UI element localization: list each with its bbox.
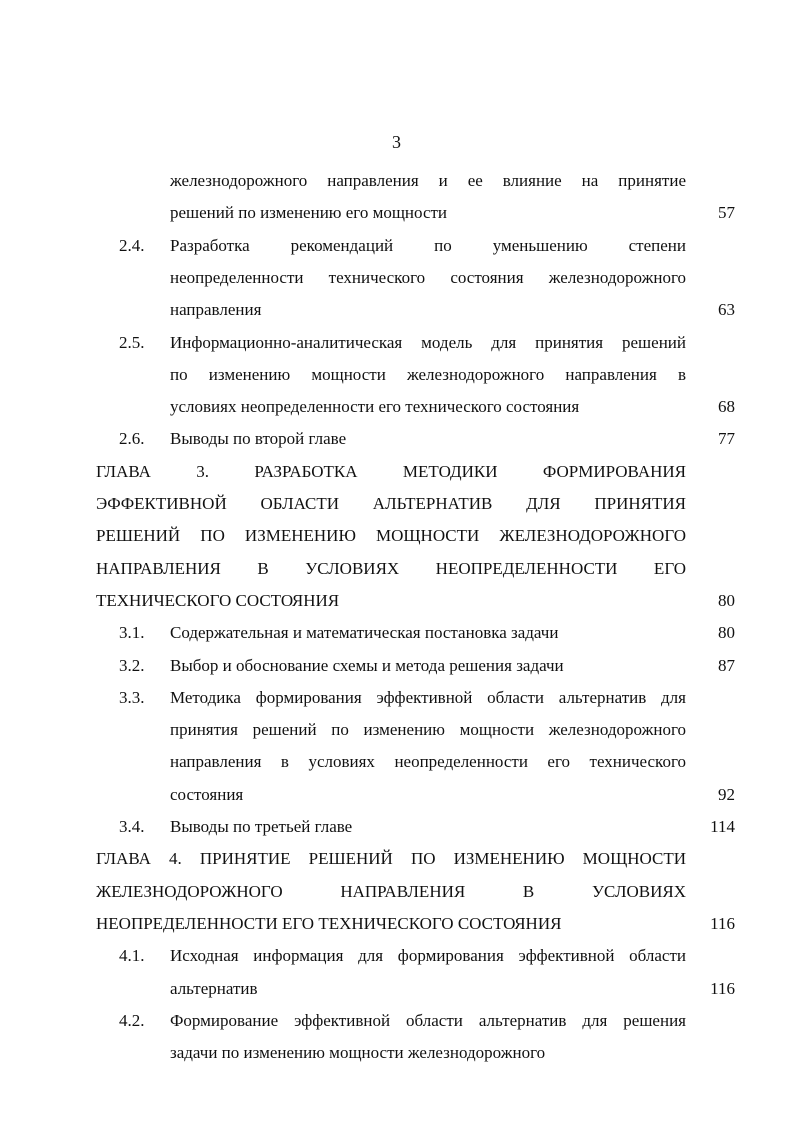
toc-section-line (0, 396, 793, 418)
toc-chapter-line (0, 881, 793, 903)
toc-entry-number: 3.4. (119, 817, 145, 836)
toc-entry-page: 92 (718, 784, 735, 804)
toc-entry-page: 68 (718, 397, 735, 417)
toc-chapter-line (0, 558, 793, 580)
toc-chapter-line (0, 913, 793, 935)
toc-entry-text: состояния (170, 784, 244, 804)
toc-entry-text: по изменению мощности железнодорожного направления в (170, 364, 686, 384)
toc-entry-number: 3.1. (119, 623, 145, 643)
toc-section-line (0, 687, 793, 709)
toc-entry-page: 77 (718, 429, 735, 449)
toc-chapter-line (0, 461, 793, 483)
page-number: 3 (392, 132, 401, 152)
toc-entry-page: 80 (718, 623, 735, 643)
toc-chapter-line (0, 493, 793, 515)
toc-entry-number: 3.3. (119, 687, 145, 707)
toc-section-line (0, 267, 793, 289)
toc-entry-text: неопределенности технического состояния железнодорожного (170, 267, 686, 287)
toc-entry-page: 116 (710, 913, 735, 933)
toc-entry-text: РЕШЕНИЙ ПО ИЗМЕНЕНИЮ МОЩНОСТИ ЖЕЛЕЗНОДОРОЖНОГО (96, 526, 686, 546)
toc-entry-text: условиях неопределенности его технического состояния (170, 397, 580, 417)
toc-entry-text: Формирование эффективной области альтернатив для решения (170, 1010, 686, 1030)
toc-entry-text: Разработка рекомендаций по уменьшению степени (170, 235, 686, 255)
toc-section-line (0, 364, 793, 386)
toc-section-line (0, 784, 793, 806)
toc-section-line (0, 622, 793, 644)
toc-entry-page: 80 (718, 590, 735, 610)
toc-entry-text: решений по изменению его мощности (170, 203, 448, 223)
toc-section-line (0, 235, 793, 257)
toc-section-line (0, 945, 793, 967)
toc-entry-text: ТЕХНИЧЕСКОГО СОСТОЯНИЯ (96, 590, 340, 610)
toc-entry-page: 87 (718, 655, 735, 675)
toc-section-line (0, 202, 793, 224)
toc-entry-text: альтернатив (170, 978, 258, 998)
toc-section-line (0, 751, 793, 773)
toc-entry-number: 2.5. (119, 332, 145, 352)
toc-entry-text: НЕОПРЕДЕЛЕННОСТИ ЕГО ТЕХНИЧЕСКОГО СОСТОЯНИЯ (96, 913, 562, 933)
toc-entry-text: принятия решений по изменению мощности железнодорожного (170, 720, 686, 740)
toc-entry-text: НАПРАВЛЕНИЯ В УСЛОВИЯХ НЕОПРЕДЕЛЕННОСТИ ЕГО (96, 558, 686, 578)
toc-chapter-line (0, 848, 793, 870)
toc-section-line (0, 1042, 793, 1064)
toc-entry-text: ЭФФЕКТИВНОЙ ОБЛАСТИ АЛЬТЕРНАТИВ ДЛЯ ПРИНЯТИЯ (96, 494, 686, 513)
toc-entry-text: направления в условиях неопределенности его технического (170, 752, 686, 772)
toc-section-line (0, 1010, 793, 1032)
toc-entry-text: Содержательная и математическая постановка задачи (170, 623, 559, 643)
toc-entry-text: Выводы по третьей главе (170, 817, 353, 836)
toc-entry-text: ГЛАВА 4. ПРИНЯТИЕ РЕШЕНИЙ ПО ИЗМЕНЕНИЮ МОЩНОСТИ (96, 849, 686, 869)
toc-section-line (0, 719, 793, 741)
toc-section-line (0, 428, 793, 450)
toc-entry-number: 4.1. (119, 946, 145, 966)
toc-section-line (0, 655, 793, 677)
toc-entry-page: 114 (710, 817, 735, 836)
toc-entry-number: 3.2. (119, 655, 145, 675)
toc-chapter-line (0, 590, 793, 612)
toc-chapter-line (0, 525, 793, 547)
toc-section-line (0, 978, 793, 1000)
toc-section-line (0, 816, 793, 838)
toc-entry-text: Выводы по второй главе (170, 429, 347, 449)
toc-entry-text: Исходная информация для формирования эффективной области (170, 946, 686, 966)
toc-entry-text: Выбор и обоснование схемы и метода решения задачи (170, 655, 564, 675)
toc-entry-text: задачи по изменению мощности железнодорожного (170, 1043, 546, 1063)
toc-entry-number: 2.6. (119, 429, 145, 449)
toc-section-line (0, 170, 793, 192)
toc-entry-page: 116 (710, 978, 735, 998)
toc-entry-number: 2.4. (119, 235, 145, 255)
toc-entry-text: ГЛАВА 3. РАЗРАБОТКА МЕТОДИКИ ФОРМИРОВАНИЯ (96, 461, 686, 481)
toc-entry-page: 57 (718, 203, 735, 223)
toc-section-line (0, 299, 793, 321)
toc-entry-text: Методика формирования эффективной области альтернатив для (170, 687, 686, 707)
toc-entry-number: 4.2. (119, 1010, 145, 1030)
toc-section-line (0, 332, 793, 354)
toc-entry-text: направления (170, 300, 262, 320)
toc-entry-text: Информационно-аналитическая модель для принятия решений (170, 332, 686, 352)
toc-entry-text: ЖЕЛЕЗНОДОРОЖНОГО НАПРАВЛЕНИЯ В УСЛОВИЯХ (96, 881, 686, 901)
toc-entry-text: железнодорожного направления и ее влияние на принятие (170, 171, 686, 190)
toc-entry-page: 63 (718, 300, 735, 320)
